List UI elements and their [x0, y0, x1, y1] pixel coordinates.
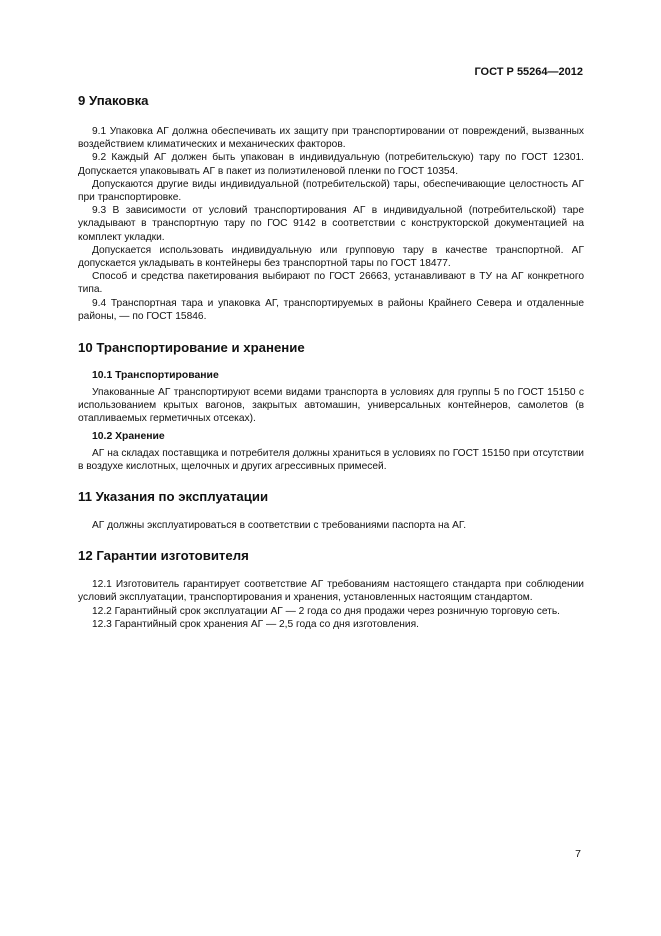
section-9-3: 9.3 В зависимости от условий транспортирования АГ в индивидуальной (потребительской) таре укладывают в транспортную тару по ГОС 9142 в соответствии с конструкторской документацией на комплект укладки. — [78, 205, 584, 243]
section-9-3-packaging: Способ и средства пакетирования выбирают по ГОСТ 26663, устанавливают в ТУ на АГ конкретного типа. — [78, 271, 584, 296]
section-10-2-title: 10.2 Хранение — [92, 431, 165, 443]
standard-code: ГОСТ Р 55264—2012 — [474, 66, 583, 78]
section-9-4: 9.4 Транспортная тара и упаковка АГ, транспортируемых в районы Крайнего Севера и отдаленные районы, — по ГОСТ 15846. — [78, 297, 584, 322]
section-10-1-text: Упакованные АГ транспортируют всеми видами транспорта в условиях для группы 5 по ГОСТ 15150 с использованием крытых вагонов, закрытых автомашин, универсальных контейнеров, самолетов (в отапливаемых герметичных отсеках). — [78, 386, 584, 424]
section-9-1: 9.1 Упаковка АГ должна обеспечивать их защиту при транспортировании от повреждений, вызванных воздействием климатических и механических факторов. — [78, 126, 584, 151]
section-10-1-title: 10.1 Транспортирование — [92, 370, 219, 382]
section-9-2-note: Допускаются другие виды индивидуальной (потребительской) тары, обеспечивающие целостность АГ при транспортировке. — [78, 178, 584, 204]
section-9-title: 9 Упаковка — [78, 93, 149, 108]
section-10-title: 10 Транспортирование и хранение — [78, 340, 305, 356]
section-12-title: 12 Гарантии изготовителя — [78, 548, 249, 564]
page-content — [78, 92, 584, 631]
section-12-3: 12.3 Гарантийный срок хранения АГ — 2,5 года со дня изготовления. — [92, 618, 419, 630]
section-12-2: 12.2 Гарантийный срок эксплуатации АГ — 2 года со дня продажи через розничную торговую сеть. — [92, 605, 560, 617]
section-10-2-text: АГ на складах поставщика и потребителя должны храниться в условиях по ГОСТ 15150 при отсутствии в воздухе кислотных, щелочных и других агрессивных примесей. — [78, 447, 584, 472]
page-number: 7 — [575, 848, 581, 860]
section-12-1: 12.1 Изготовитель гарантирует соответствие АГ требованиям настоящего стандарта при соблюдении условий эксплуатации, транспортирования и хранения, установленных настоящим стандартом. — [78, 579, 584, 604]
section-9-3-note: Допускается использовать индивидуальную или групповую тару в качестве транспортной. АГ допускается укладывать в контейнеры без транспортной тары по ГОСТ 18477. — [78, 244, 584, 270]
section-11-text: АГ должны эксплуатироваться в соответствии с требованиями паспорта на АГ. — [92, 520, 467, 532]
section-11-title: 11 Указания по эксплуатации — [78, 489, 269, 505]
section-9-2: 9.2 Каждый АГ должен быть упакован в индивидуальную (потребительскую) тару по ГОСТ 12301. Допускается упаковывать АГ в пакет из полиэтиленовой пленки по ГОСТ 10354. — [78, 152, 584, 177]
